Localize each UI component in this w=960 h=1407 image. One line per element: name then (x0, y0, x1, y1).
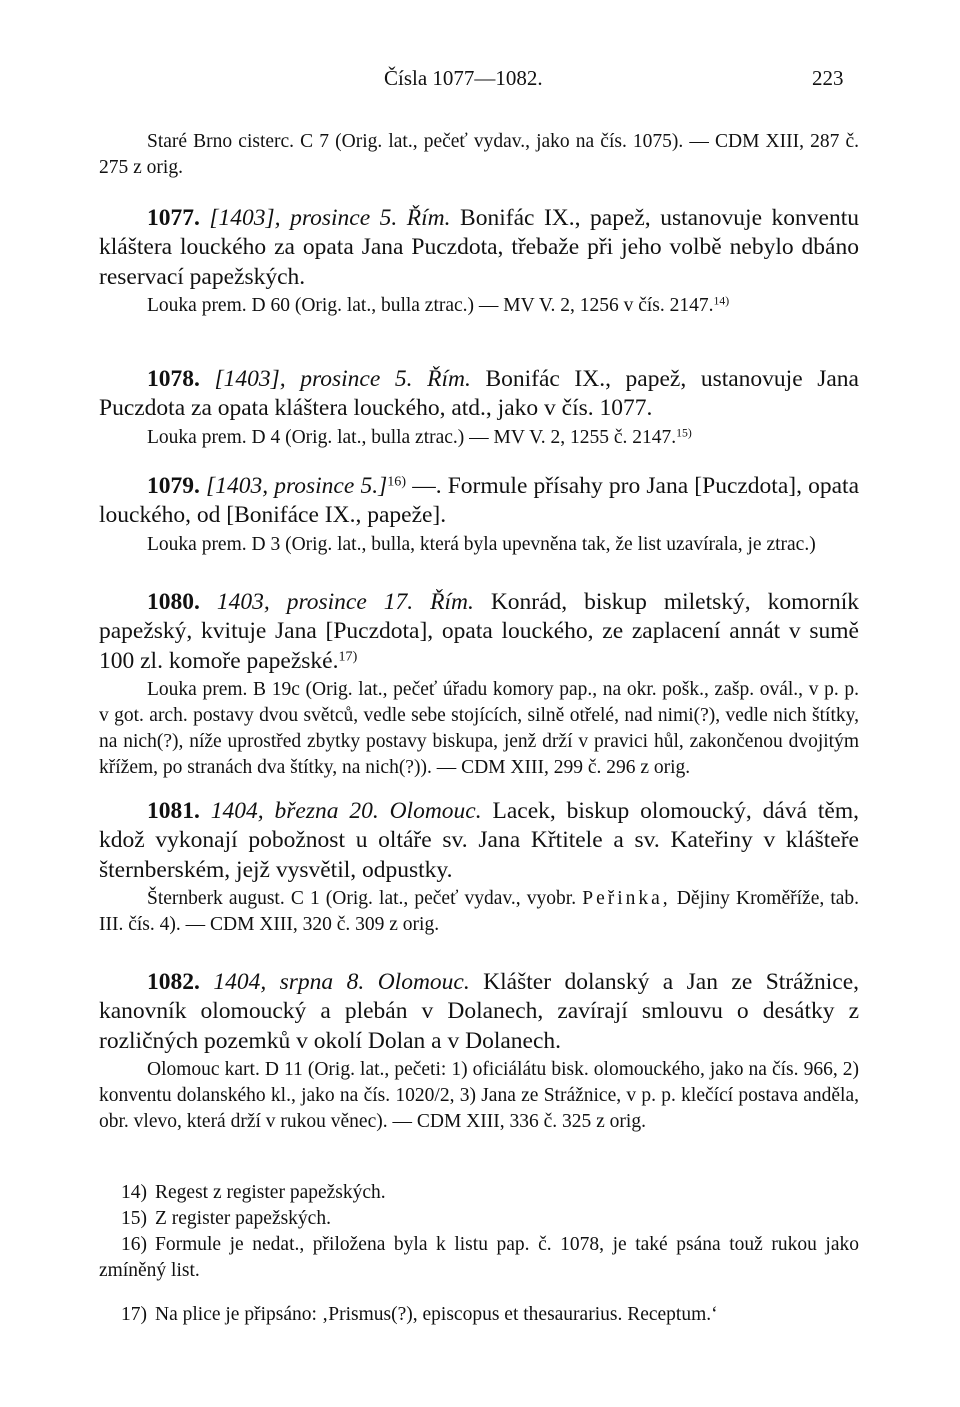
entry-1080 (99, 588, 859, 781)
entry-source: Louka prem. D 3 (Orig. lat., bulla, která byla upevněna tak, že list uzavírala, je ztrac.) (147, 533, 816, 555)
footnote-mark: 16) (121, 1234, 147, 1255)
footnote-ref: 15) (676, 426, 692, 440)
entry-text: Klášter dolanský a Jan ze Strážnice, kanovník olomoucký a plebán v Dolanech, zavírají smlouvu o desátky z rozličných pozemků v okolí Dolan a v Dolanech. (99, 969, 860, 1054)
entry-body (99, 204, 859, 292)
entry-number: 1080. (147, 589, 200, 615)
entry-date: [1403, prosince 5.] (206, 473, 388, 499)
entry-body (99, 365, 859, 424)
running-head (0, 66, 960, 96)
footnote-text: Na plice je připsáno: ‚Prismus(?), episcopus et thesaurarius. Receptum.‘ (155, 1304, 718, 1325)
entry-source: Olomouc kart. D 11 (Orig. lat., pečeti: 1) oficiálátu bisk. olomouckého, jako na čís. 966, 2) konventu dolanského kl., jako na čís. 1020/2, 3) Jana ze Strážnice, v p. p. klečící postava anděla, obr. vlevo, která drží v rukou věnec). — CDM XIII, 336 č. 325 z orig. (99, 1059, 859, 1133)
entry-text: Konrád, biskup miletský, komorník papežský, kvituje Jana [Puczdota], opata louckého, ze zaplacení annát v sumě 100 zl. komoře papežské. (99, 589, 859, 674)
source-author: Peřinka, (582, 888, 671, 910)
entry-number: 1081. (147, 798, 200, 824)
entry-source: Louka prem. B 19c (Orig. lat., pečeť úřadu komory pap., na okr. pošk., zašp. ovál., v p. p. v got. arch. postavy dvou světců, vedle sebe stojících, silně otřelé, nad nimi(?), vedle nich štítky, na nich(?), níže uprostřed zbytky postavy biskupa, jenž drží v pravici hůl, zakončenou dvojitým křížem, po stranách dva štítky, na nich(?)). — CDM XIII, 299 č. 296 z orig. (99, 679, 859, 779)
entry-1079 (99, 472, 859, 558)
entry-date: [1403], prosince 5. Řím. (214, 366, 471, 392)
entry-number: 1082. (147, 969, 200, 995)
footnote-text: Regest z register papežských. (155, 1182, 386, 1203)
entry-1078 (99, 365, 859, 451)
footnote-ref: 14) (713, 294, 730, 308)
previous-entry-source: Staré Brno cisterc. C 7 (Orig. lat., pečeť vydav., jako na čís. 1075). — CDM XIII, 287 č. 275 z orig. (99, 131, 859, 178)
entry-body (99, 472, 859, 531)
entry-text: Bonifác IX., papež, ustanovuje konventu kláštera louckého za opata Jana Puczdota, třebaže při jeho volbě nebylo dbáno reservací papežských. (99, 205, 859, 290)
footnote-mark: 15) (121, 1208, 147, 1229)
footnote (99, 1206, 859, 1232)
entry-text: Bonifác IX., papež, ustanovuje Jana Puczdota za opata kláštera louckého, atd., jako v čís. 1077. (99, 366, 859, 422)
entry-date: [1403], prosince 5. Řím. (209, 205, 451, 231)
entry-number: 1078. (147, 366, 200, 392)
entry-number: 1079. (147, 473, 200, 499)
entry-body (99, 588, 859, 676)
entry-body (99, 968, 859, 1056)
footnote (99, 1302, 859, 1328)
entry-text: —. Formule přísahy pro Jana [Puczdota], opata louckého, od [Bonifáce IX., papeže]. (99, 473, 860, 529)
source-text: Šternberk august. C 1 (Orig. lat., pečeť vydav., vyobr. (147, 888, 577, 910)
footnote (99, 1180, 859, 1206)
footnote-mark: 14) (121, 1182, 147, 1203)
entry-source (99, 293, 859, 319)
running-title: Čísla 1077—1082. (384, 66, 543, 90)
footnote-text: Z register papežských. (155, 1208, 331, 1229)
footnote-ref: 16) (387, 473, 407, 490)
page-number: 223 (812, 66, 844, 90)
source-text: Louka prem. D 60 (Orig. lat., bulla ztrac.) — MV V. 2, 1256 v čís. 2147. (147, 295, 714, 317)
entry-date: 1404, března 20. Olomouc. (210, 798, 482, 824)
entry-1082 (99, 968, 859, 1135)
source-text: Louka prem. D 4 (Orig. lat., bulla ztrac.) — MV V. 2, 1255 č. 2147. (147, 426, 677, 448)
footnote-mark: 17) (121, 1304, 147, 1325)
entry-source (99, 425, 859, 451)
footnote (99, 1232, 859, 1284)
entry-date: 1403, prosince 17. Řím. (216, 589, 474, 615)
entry-1077 (99, 204, 859, 319)
entry-date: 1404, srpna 8. Olomouc. (213, 969, 470, 995)
entry-1081 (99, 797, 859, 938)
footnote-ref: 17) (338, 648, 358, 665)
entry-number: 1077. (147, 205, 200, 231)
entry-source (99, 886, 859, 938)
source-text: Dějiny Kroměříže, tab. III. čís. 4). — CDM XIII, 320 č. 309 z orig. (99, 888, 860, 936)
entry-body (99, 797, 859, 885)
footnote-text: Formule je nedat., přiložena byla k listu pap. č. 1078, je také psána touž rukou jako zmíněný list. (99, 1234, 859, 1281)
entry-text: Lacek, biskup olomoucký, dává těm, kdož vykonají pobožnost u oltáře sv. Jana Křtitele a sv. Kateřiny v klášteře šternberském, jejž vysvětil, odpustky. (99, 798, 859, 883)
